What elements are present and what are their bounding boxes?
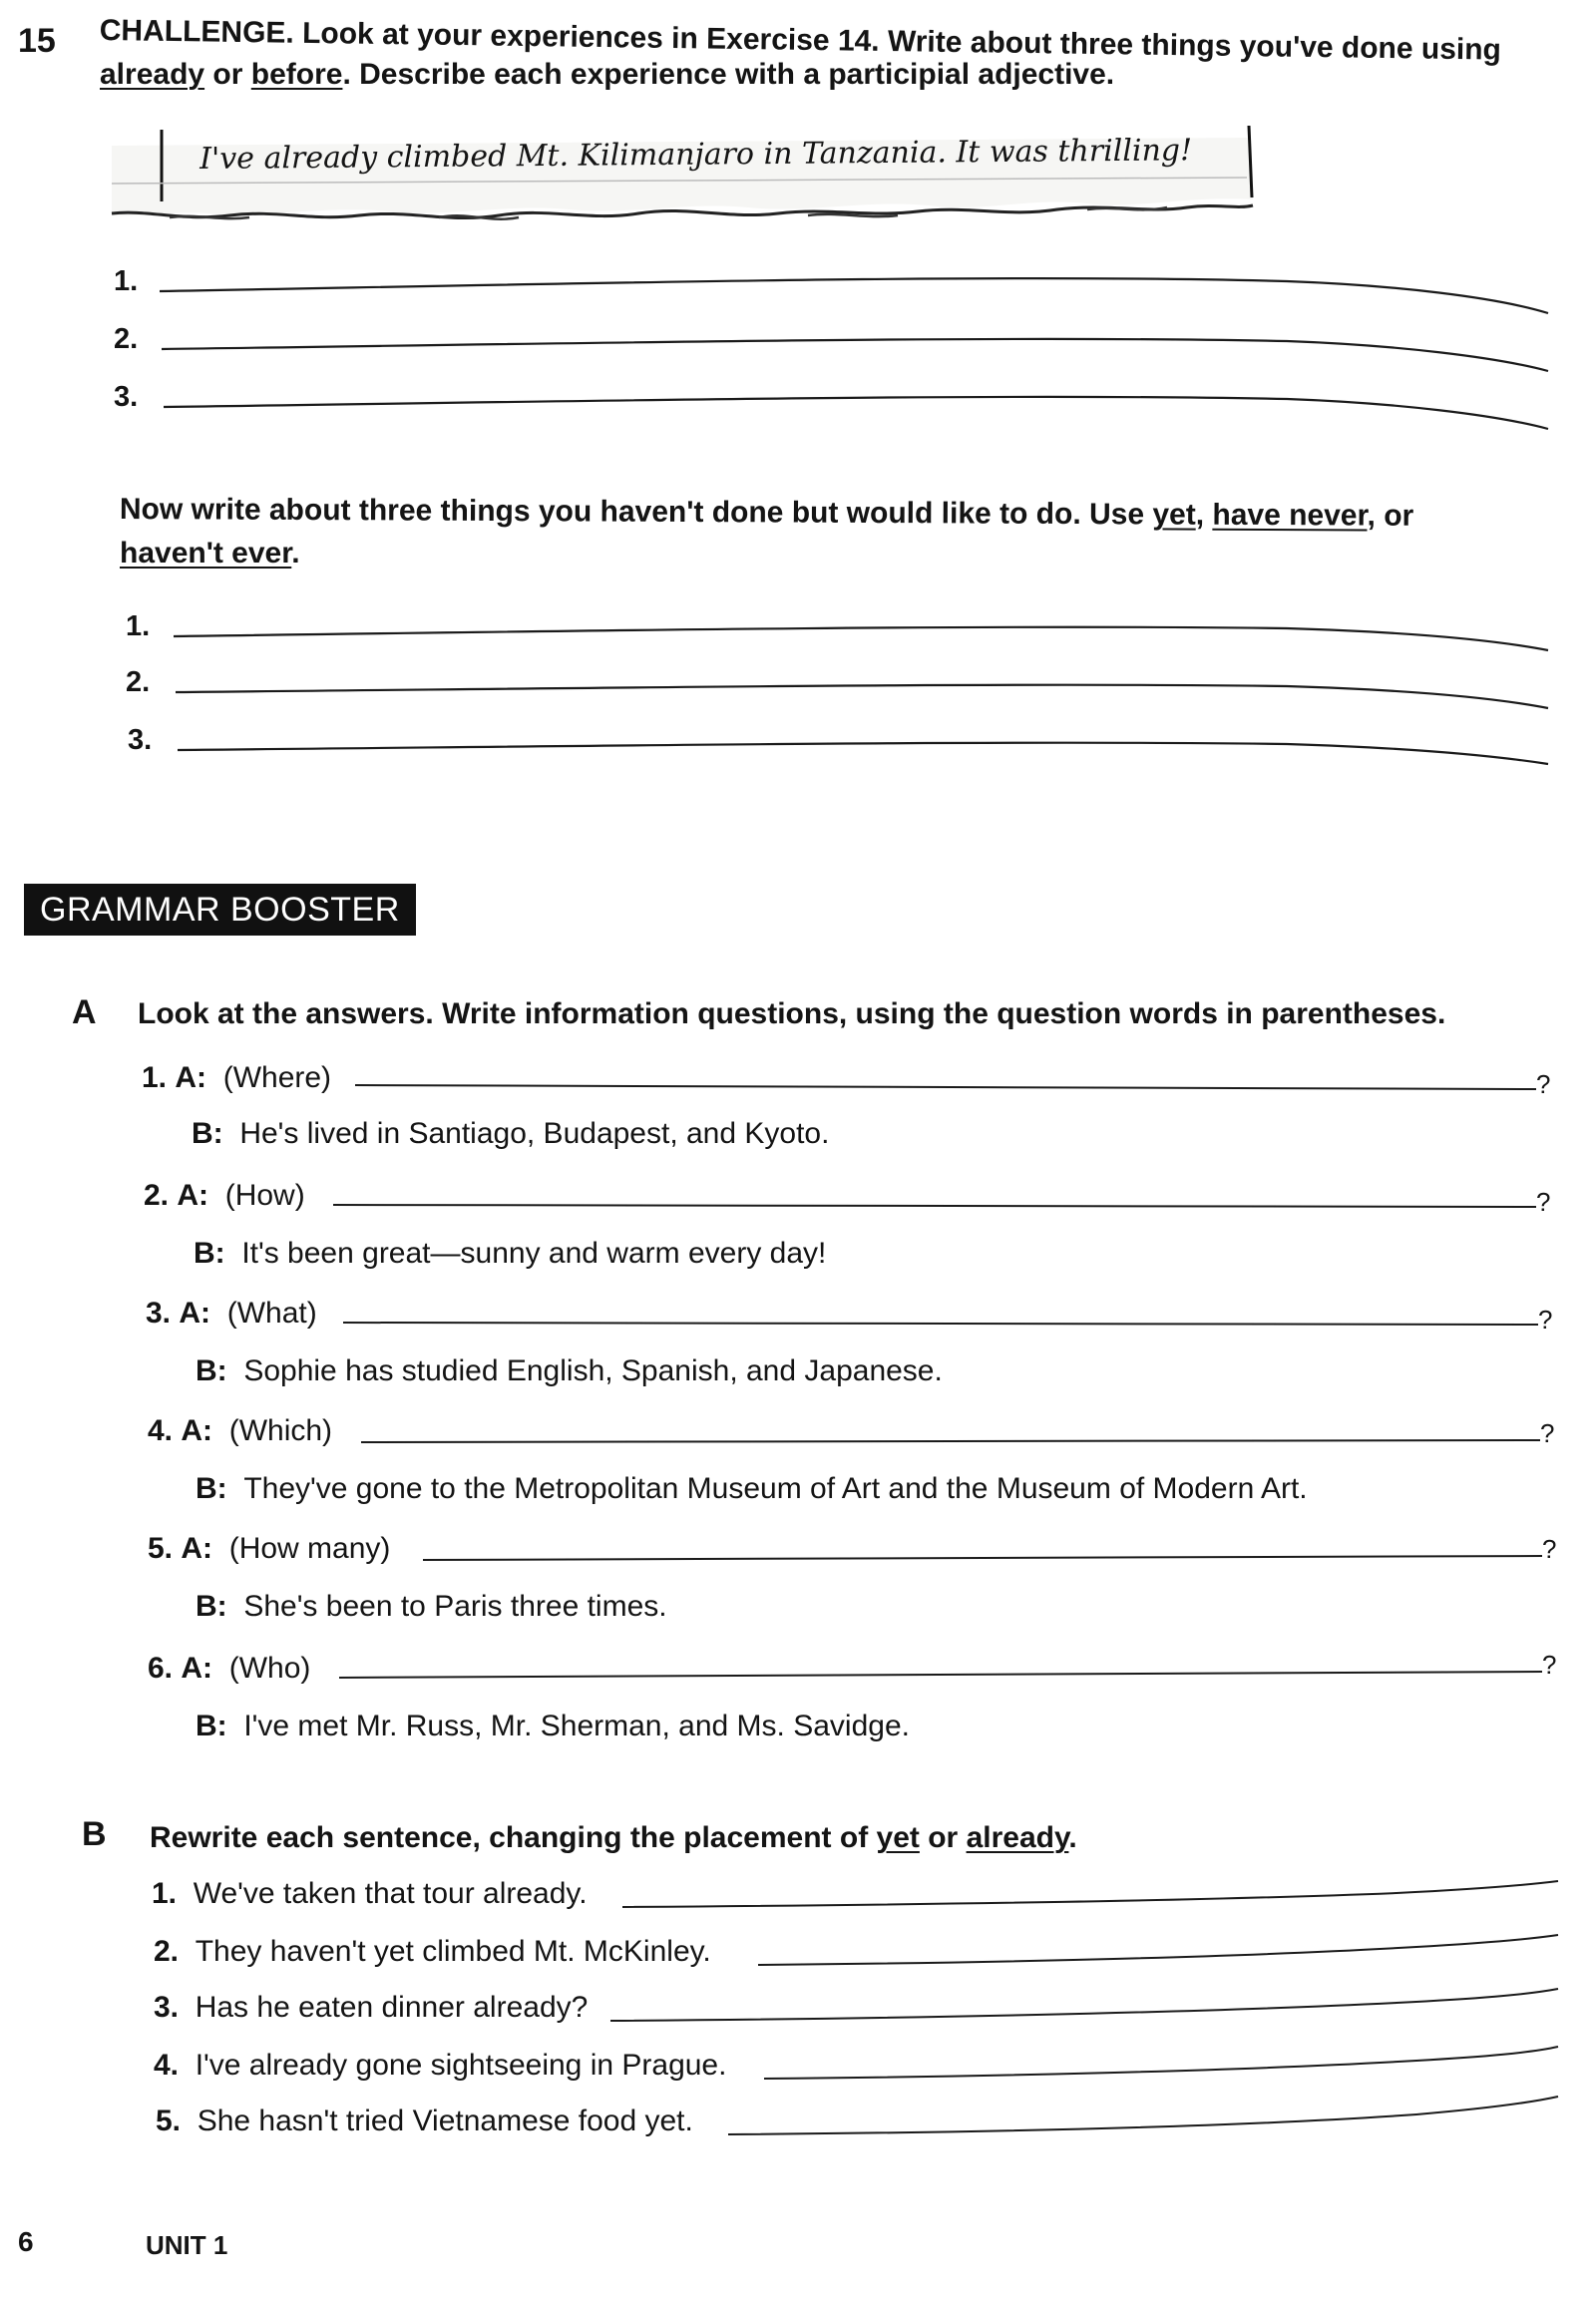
rewrite-line-1[interactable] [622,1881,1558,1907]
question-word: (Which) [228,1414,333,1447]
part2-text: Now write about three things you haven't done but would like to do. Use [119,493,1153,532]
answer-text: She's been to Paris three times. [243,1590,667,1623]
item-number: 1. [126,610,151,642]
question-word: (Who) [228,1652,311,1685]
section-a-instruction: Look at the answers. Write information questions, using the question words in parentheses. [138,997,1446,1030]
question-mark: ? [1540,1418,1555,1448]
exercise-number: 15 [18,22,56,60]
answer-text: He's lived in Santiago, Budapest, and Kyoto. [239,1117,830,1150]
a-label: A: [175,1061,207,1094]
answer-text: They've gone to the Metropolitan Museum of Art and the Museum of Modern Art. [243,1472,1308,1505]
rewrite-sentence: We've taken that tour already. [193,1877,588,1910]
item-number: 2. [114,323,139,355]
section-a-letter: A [72,993,97,1031]
example-sentence: I've already climbed Mt. Kilimanjaro in Tanzania. It was thrilling! [200,133,1193,177]
keyword-already: already [966,1821,1069,1854]
rewrite-sentence: I've already gone sightseeing in Prague. [195,2049,727,2082]
section-b-text: Rewrite each sentence, changing the placement of [150,1821,877,1854]
item-number: 1. [114,265,139,297]
item-number: 2. [144,1179,170,1212]
item-number: 2. [126,666,151,698]
answer-text: I've met Mr. Russ, Mr. Sherman, and Ms. Savidge. [243,1710,910,1742]
item-number: 1. [142,1061,168,1094]
item-number: 5. [156,2105,182,2137]
challenge-label: CHALLENGE. [99,14,294,50]
answer-text: It's been great—sunny and warm every day! [241,1237,827,1270]
question-mark: ? [1536,1069,1551,1099]
section-b-end: . [1068,1821,1077,1854]
keyword-havent-ever: haven't ever [120,537,292,570]
keyword-yet: yet [876,1821,920,1854]
a-label: A: [181,1414,213,1447]
rewrite-sentence: She hasn't tried Vietnamese food yet. [197,2105,693,2137]
part2-or: , or [1367,499,1414,533]
question-word: (Where) [222,1061,332,1094]
section-b-or: or [919,1821,967,1854]
b-label: B: [192,1117,223,1150]
part2-comma: , [1195,498,1213,532]
b-label: B: [196,1354,227,1387]
rewrite-line-4[interactable] [764,2047,1558,2079]
page-number: 6 [18,2226,34,2257]
rewrite-line-2[interactable] [758,1935,1558,1965]
section-b-letter: B [82,1815,107,1853]
item-number: 6. [148,1652,174,1685]
item-number: 4. [148,1414,174,1447]
keyword-already: already [100,58,205,91]
b-label: B: [194,1237,225,1270]
instruction-text: Look at your experiences in Exercise 14. Write about three things you've done using [301,16,1502,67]
instruction-connector: or [204,58,251,91]
a-label: A: [181,1532,213,1565]
a-label: A: [177,1179,209,1212]
item-number: 3. [146,1297,172,1330]
item-number: 5. [148,1532,174,1565]
b-label: B: [196,1590,227,1623]
question-mark: ? [1538,1305,1553,1335]
question-word: (What) [226,1297,317,1330]
rewrite-sentence: Has he eaten dinner already? [195,1991,589,2024]
question-mark: ? [1536,1187,1551,1217]
part2-end: . [291,537,300,570]
question-mark: ? [1542,1534,1557,1564]
a-label: A: [179,1297,211,1330]
b-label: B: [196,1710,227,1742]
keyword-yet: yet [1152,498,1196,532]
question-word: (How many) [228,1532,391,1565]
item-number: 4. [154,2049,180,2082]
instruction-text-end: . Describe each experience with a participial adjective. [342,58,1115,91]
item-number: 3. [154,1991,180,2024]
b-label: B: [196,1472,227,1505]
rewrite-sentence: They haven't yet climbed Mt. McKinley. [195,1935,711,1968]
answer-text: Sophie has studied English, Spanish, and Japanese. [243,1354,943,1387]
item-number: 2. [154,1935,180,1968]
unit-label: UNIT 1 [146,2230,228,2260]
rewrite-line-5[interactable] [728,2097,1558,2134]
keyword-have-never: have never [1212,498,1368,533]
item-number: 3. [114,381,139,413]
a-label: A: [181,1652,213,1685]
grammar-booster-header: GRAMMAR BOOSTER [24,884,416,936]
question-mark: ? [1542,1650,1557,1680]
item-number: 1. [152,1877,178,1910]
rewrite-line-3[interactable] [610,1989,1558,2021]
keyword-before: before [250,58,343,91]
question-word: (How) [224,1179,305,1212]
item-number: 3. [128,724,153,756]
